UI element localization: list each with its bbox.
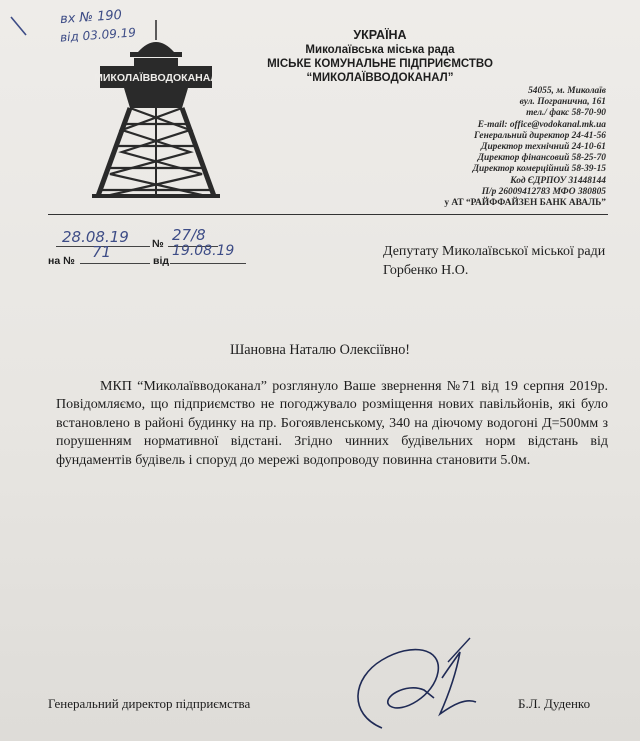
- addressee-name: Горбенко Н.О.: [383, 263, 469, 278]
- incoming-registration-number: вх № 190: [59, 7, 123, 28]
- reply-number: 71: [92, 243, 112, 261]
- reply-date-underline: [170, 263, 246, 264]
- contact-line: Директор фінансовий 58-25-70: [477, 153, 606, 164]
- contact-line: E-mail: office@vodokanal.mk.ua: [477, 119, 606, 130]
- contact-line: тел./ факс 58-70-90: [526, 108, 606, 119]
- outgoing-date: 28.08.19: [62, 228, 129, 246]
- handwritten-signature: [330, 618, 530, 738]
- letterhead-enterprise-type: МІСЬКЕ КОМУНАЛЬНЕ ПІДПРИЄМСТВО: [267, 58, 493, 70]
- reply-underline: [80, 263, 150, 264]
- contact-line: Директор технічний 24-10-61: [481, 142, 606, 153]
- reply-date: 19.08.19: [172, 243, 235, 259]
- contact-line: 54055, м. Миколаїв: [528, 86, 606, 96]
- signatory-name: Б.Л. Дуденко: [518, 696, 591, 711]
- contact-details: [346, 86, 606, 209]
- logo-text: МИКОЛАЇВВОДОКАНАЛ: [94, 72, 218, 84]
- contact-bank: у АТ “РАЙФФАЙЗЕН БАНК АВАЛЬ”: [444, 198, 606, 209]
- letterhead-divider: [48, 214, 608, 215]
- salutation: Шановна Наталю Олексіївно!: [229, 342, 411, 358]
- outgoing-number: 27/8: [172, 226, 206, 244]
- signatory-title: Генеральний директор підприємства: [48, 696, 251, 711]
- letter-body: МКП “Миколаївводоканал” розглянуло Ваше звернення №71 від 19 серпня 2019р. Повідомляємо, що підприємство не погоджувало розміщення нових павільйонів, які було встановлено в районі будинку на пр. Богоявленському, 340 на діючому водогоні Д=500мм з порушенням нормативної відстані. Згідно чинних будівельних норм відстань від фундаментів будівель і споруд до мережі водопроводу повинна становити 5.0м.: [56, 379, 608, 468]
- water-tower-logo-icon: [78, 18, 248, 208]
- outgoing-number-label: №: [152, 238, 164, 250]
- handwritten-check-mark: [8, 14, 30, 38]
- letterhead-council: Миколаївська міська рада: [305, 44, 455, 56]
- reply-date-label: від: [153, 255, 170, 267]
- addressee-position: Депутату Миколаївської міської ради: [383, 244, 606, 259]
- reply-number-label: на №: [48, 255, 75, 267]
- contact-line: Директор комерційний 58-39-15: [472, 164, 606, 175]
- letterhead-country: УКРАЇНА: [353, 28, 407, 42]
- contact-line: вул. Погранична, 161: [519, 97, 606, 108]
- letterhead-enterprise-name: “МИКОЛАЇВВОДОКАНАЛ”: [306, 72, 454, 84]
- incoming-registration-date: від 03.09.19: [59, 25, 137, 45]
- contact-line: П/р 26009412783 МФО 380805: [481, 186, 606, 197]
- contact-line: Генеральний директор 24-41-56: [474, 130, 606, 141]
- contact-line: Код ЄДРПОУ 31448144: [510, 175, 606, 186]
